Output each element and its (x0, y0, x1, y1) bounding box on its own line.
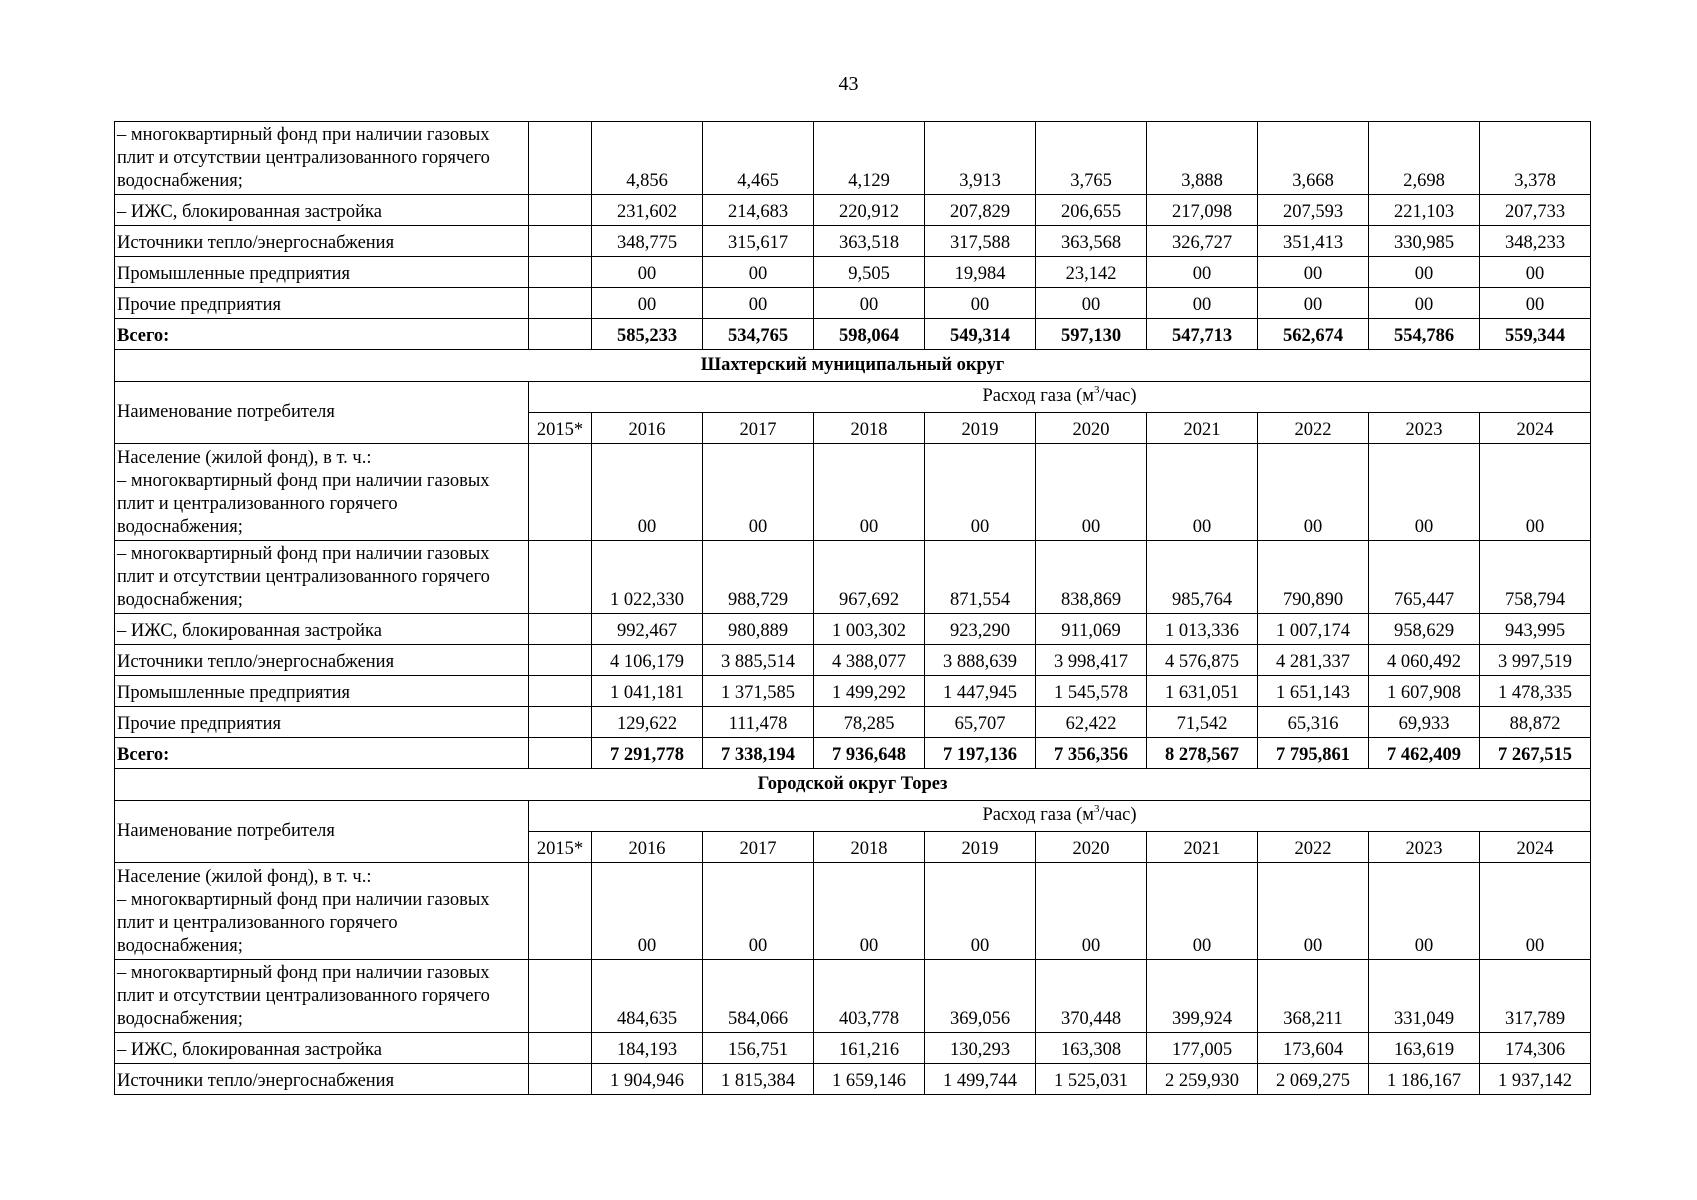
value-cell: 4 060,492 (1369, 645, 1480, 676)
value-cell: 00 (925, 444, 1036, 541)
gas-flow-label: Расход газа (м (982, 805, 1095, 825)
year-header: 2020 (1036, 832, 1147, 863)
row-label-line: Источники тепло/энергоснабжения (117, 233, 395, 253)
value-cell: 554,786 (1369, 319, 1480, 350)
year-header: 2017 (703, 413, 814, 444)
value-cell: 7 795,861 (1258, 738, 1369, 769)
row-label (115, 226, 529, 257)
value-cell: 598,064 (814, 319, 925, 350)
table-row (115, 676, 1591, 707)
header-row (115, 801, 1591, 832)
year-header: 2016 (592, 413, 703, 444)
value-cell: 00 (1369, 863, 1480, 960)
row-label-line: Прочие предприятия (117, 714, 282, 734)
value-cell: 129,622 (592, 707, 703, 738)
table-row (115, 288, 1591, 319)
year-header: 2023 (1369, 413, 1480, 444)
value-cell: 00 (592, 257, 703, 288)
row-label-line: Источники тепло/энергоснабжения (117, 652, 395, 672)
value-cell: 7 462,409 (1369, 738, 1480, 769)
year-header: 2022 (1258, 832, 1369, 863)
row-label-line: – многоквартирный фонд при наличии газовых (117, 963, 490, 983)
value-cell: 3 997,519 (1480, 645, 1591, 676)
value-cell: 161,216 (814, 1033, 925, 1064)
row-label-line: – многоквартирный фонд при наличии газовых (117, 544, 490, 564)
section-title: Шахтерский муниципальный округ (115, 350, 1591, 382)
row-label-line: водоснабжения; (117, 590, 243, 610)
value-cell: 00 (1258, 257, 1369, 288)
row-label-line: – многоквартирный фонд при наличии газовых (117, 471, 490, 491)
value-cell: 534,765 (703, 319, 814, 350)
value-cell: 7 267,515 (1480, 738, 1591, 769)
table-row (115, 319, 1591, 350)
row-label-line: плит и отсутствии централизованного горячего (117, 567, 490, 587)
value-cell: 1 659,146 (814, 1064, 925, 1095)
section-title: Городской округ Торез (115, 769, 1591, 801)
value-cell: 549,314 (925, 319, 1036, 350)
value-cell: 980,889 (703, 614, 814, 645)
row-label-line: плит и централизованного горячего (117, 494, 398, 514)
value-cell: 967,692 (814, 541, 925, 614)
value-cell: 399,924 (1147, 960, 1258, 1033)
table-row (115, 863, 1591, 960)
value-cell-2015 (529, 257, 592, 288)
year-header: 2022 (1258, 413, 1369, 444)
value-cell: 369,056 (925, 960, 1036, 1033)
value-cell: 2 069,275 (1258, 1064, 1369, 1095)
table-row (115, 614, 1591, 645)
value-cell-2015 (529, 707, 592, 738)
value-cell: 00 (925, 288, 1036, 319)
value-cell: 7 356,356 (1036, 738, 1147, 769)
row-label-line: водоснабжения; (117, 171, 243, 191)
value-cell: 3,765 (1036, 122, 1147, 195)
value-cell: 207,829 (925, 195, 1036, 226)
value-cell: 00 (592, 444, 703, 541)
row-label-line: Промышленные предприятия (117, 683, 350, 703)
value-cell: 00 (1258, 444, 1369, 541)
row-label (115, 645, 529, 676)
value-cell: 4,856 (592, 122, 703, 195)
value-cell: 00 (1036, 444, 1147, 541)
value-cell: 00 (1258, 288, 1369, 319)
value-cell: 220,912 (814, 195, 925, 226)
value-cell: 331,049 (1369, 960, 1480, 1033)
gas-flow-unit-sup: 3 (1094, 802, 1100, 815)
value-cell: 7 197,136 (925, 738, 1036, 769)
value-cell: 317,789 (1480, 960, 1591, 1033)
value-cell: 1 022,330 (592, 541, 703, 614)
value-cell-2015 (529, 444, 592, 541)
value-cell-2015 (529, 1064, 592, 1095)
value-cell: 988,729 (703, 541, 814, 614)
value-cell-2015 (529, 645, 592, 676)
value-cell: 943,995 (1480, 614, 1591, 645)
value-cell: 3,913 (925, 122, 1036, 195)
year-header: 2024 (1480, 413, 1591, 444)
value-cell: 19,984 (925, 257, 1036, 288)
value-cell: 4 106,179 (592, 645, 703, 676)
row-label-line: – ИЖС, блокированная застройка (117, 1040, 382, 1060)
value-cell: 3,668 (1258, 122, 1369, 195)
row-label (115, 1033, 529, 1064)
value-cell: 3 998,417 (1036, 645, 1147, 676)
value-cell: 00 (592, 863, 703, 960)
value-cell: 00 (703, 257, 814, 288)
year-header: 2023 (1369, 832, 1480, 863)
value-cell: 00 (1147, 257, 1258, 288)
value-cell: 1 007,174 (1258, 614, 1369, 645)
value-cell: 163,619 (1369, 1033, 1480, 1064)
row-label (115, 195, 529, 226)
value-cell: 00 (1480, 863, 1591, 960)
value-cell: 2,698 (1369, 122, 1480, 195)
row-label-line: – ИЖС, блокированная застройка (117, 202, 382, 222)
value-cell: 348,775 (592, 226, 703, 257)
value-cell: 00 (1369, 444, 1480, 541)
year-header: 2015* (529, 832, 592, 863)
year-header: 2015* (529, 413, 592, 444)
value-cell: 214,683 (703, 195, 814, 226)
value-cell: 7 338,194 (703, 738, 814, 769)
value-cell: 1 478,335 (1480, 676, 1591, 707)
value-cell: 1 651,143 (1258, 676, 1369, 707)
value-cell: 1 631,051 (1147, 676, 1258, 707)
value-cell-2015 (529, 195, 592, 226)
value-cell: 992,467 (592, 614, 703, 645)
gas-consumption-table (114, 121, 1591, 1095)
row-label (115, 863, 529, 960)
year-header: 2020 (1036, 413, 1147, 444)
row-label-line: водоснабжения; (117, 1009, 243, 1029)
value-cell: 78,285 (814, 707, 925, 738)
value-cell: 4,129 (814, 122, 925, 195)
value-cell: 00 (814, 288, 925, 319)
value-cell: 130,293 (925, 1033, 1036, 1064)
year-header: 2019 (925, 413, 1036, 444)
value-cell: 00 (1369, 257, 1480, 288)
value-cell-2015 (529, 319, 592, 350)
table-row (115, 1033, 1591, 1064)
value-cell: 363,518 (814, 226, 925, 257)
value-cell: 348,233 (1480, 226, 1591, 257)
value-cell: 65,707 (925, 707, 1036, 738)
value-cell: 368,211 (1258, 960, 1369, 1033)
value-cell: 758,794 (1480, 541, 1591, 614)
row-label (115, 122, 529, 195)
value-cell: 62,422 (1036, 707, 1147, 738)
row-label-line: плит и отсутствии централизованного горячего (117, 986, 490, 1006)
value-cell-2015 (529, 676, 592, 707)
value-cell: 00 (1480, 288, 1591, 319)
value-cell: 1 447,945 (925, 676, 1036, 707)
value-cell: 00 (1036, 288, 1147, 319)
year-header: 2021 (1147, 832, 1258, 863)
value-cell: 00 (1480, 257, 1591, 288)
section-title-row (115, 350, 1591, 382)
row-label-line: плит и централизованного горячего (117, 913, 398, 933)
value-cell: 790,890 (1258, 541, 1369, 614)
table-row (115, 960, 1591, 1033)
value-cell: 3,378 (1480, 122, 1591, 195)
value-cell: 00 (592, 288, 703, 319)
value-cell: 23,142 (1036, 257, 1147, 288)
year-header: 2024 (1480, 832, 1591, 863)
value-cell: 4 576,875 (1147, 645, 1258, 676)
value-cell: 71,542 (1147, 707, 1258, 738)
value-cell: 923,290 (925, 614, 1036, 645)
value-cell-2015 (529, 541, 592, 614)
value-cell-2015 (529, 960, 592, 1033)
value-cell: 174,306 (1480, 1033, 1591, 1064)
value-cell: 1 013,336 (1147, 614, 1258, 645)
value-cell: 585,233 (592, 319, 703, 350)
row-label-line: – многоквартирный фонд при наличии газовых (117, 125, 490, 145)
row-label-line: Население (жилой фонд), в т. ч.: (117, 448, 372, 468)
value-cell-2015 (529, 738, 592, 769)
value-cell: 1 904,946 (592, 1064, 703, 1095)
value-cell: 1 815,384 (703, 1064, 814, 1095)
value-cell: 4,465 (703, 122, 814, 195)
value-cell: 00 (1036, 863, 1147, 960)
value-cell: 00 (1147, 863, 1258, 960)
value-cell: 326,727 (1147, 226, 1258, 257)
value-cell: 562,674 (1258, 319, 1369, 350)
row-label-line: Всего: (117, 326, 170, 346)
row-label-line: Прочие предприятия (117, 295, 282, 315)
value-cell: 156,751 (703, 1033, 814, 1064)
value-cell: 00 (1258, 863, 1369, 960)
gas-flow-unit: /час) (1099, 386, 1137, 406)
value-cell: 65,316 (1258, 707, 1369, 738)
value-cell: 7 291,778 (592, 738, 703, 769)
year-header: 2018 (814, 413, 925, 444)
value-cell: 1 607,908 (1369, 676, 1480, 707)
value-cell: 9,505 (814, 257, 925, 288)
gas-flow-unit: /час) (1099, 805, 1137, 825)
value-cell-2015 (529, 122, 592, 195)
value-cell: 00 (925, 863, 1036, 960)
row-label (115, 707, 529, 738)
value-cell: 3,888 (1147, 122, 1258, 195)
value-cell: 00 (814, 863, 925, 960)
table-row (115, 257, 1591, 288)
value-cell: 2 259,930 (1147, 1064, 1258, 1095)
row-label (115, 676, 529, 707)
table-row (115, 122, 1591, 195)
row-label (115, 738, 529, 769)
value-cell: 317,588 (925, 226, 1036, 257)
value-cell: 958,629 (1369, 614, 1480, 645)
value-cell: 3 888,639 (925, 645, 1036, 676)
row-label (115, 541, 529, 614)
value-cell: 765,447 (1369, 541, 1480, 614)
value-cell: 8 278,567 (1147, 738, 1258, 769)
value-cell-2015 (529, 226, 592, 257)
value-cell: 221,103 (1369, 195, 1480, 226)
row-label-line: плит и отсутствии централизованного горячего (117, 148, 490, 168)
gas-flow-unit-sup: 3 (1094, 383, 1100, 396)
value-cell: 00 (814, 444, 925, 541)
value-cell: 351,413 (1258, 226, 1369, 257)
consumer-name-header: Наименование потребителя (115, 382, 529, 444)
value-cell-2015 (529, 614, 592, 645)
table-row (115, 226, 1591, 257)
value-cell: 330,985 (1369, 226, 1480, 257)
value-cell: 1 545,578 (1036, 676, 1147, 707)
gas-flow-header (529, 801, 1591, 832)
section-title-row (115, 769, 1591, 801)
value-cell: 4 281,337 (1258, 645, 1369, 676)
value-cell: 1 186,167 (1369, 1064, 1480, 1095)
row-label-line: Всего: (117, 745, 170, 765)
row-label-line: Население (жилой фонд), в т. ч.: (117, 867, 372, 887)
year-header: 2021 (1147, 413, 1258, 444)
value-cell: 1 371,585 (703, 676, 814, 707)
value-cell: 207,593 (1258, 195, 1369, 226)
value-cell: 177,005 (1147, 1033, 1258, 1064)
value-cell: 69,933 (1369, 707, 1480, 738)
table-row (115, 645, 1591, 676)
value-cell: 1 003,302 (814, 614, 925, 645)
value-cell: 00 (703, 288, 814, 319)
value-cell: 838,869 (1036, 541, 1147, 614)
row-label (115, 319, 529, 350)
row-label-line: – ИЖС, блокированная застройка (117, 621, 382, 641)
value-cell: 00 (1369, 288, 1480, 319)
year-header: 2016 (592, 832, 703, 863)
gas-flow-label: Расход газа (м (982, 386, 1095, 406)
value-cell: 370,448 (1036, 960, 1147, 1033)
value-cell: 985,764 (1147, 541, 1258, 614)
value-cell: 00 (703, 863, 814, 960)
row-label (115, 1064, 529, 1095)
table-row (115, 444, 1591, 541)
value-cell-2015 (529, 1033, 592, 1064)
value-cell: 363,568 (1036, 226, 1147, 257)
row-label (115, 960, 529, 1033)
value-cell: 00 (1147, 288, 1258, 319)
value-cell: 184,193 (592, 1033, 703, 1064)
table-row (115, 195, 1591, 226)
value-cell: 173,604 (1258, 1033, 1369, 1064)
row-label-line: Источники тепло/энергоснабжения (117, 1071, 395, 1091)
value-cell: 1 525,031 (1036, 1064, 1147, 1095)
value-cell: 231,602 (592, 195, 703, 226)
value-cell: 111,478 (703, 707, 814, 738)
row-label (115, 288, 529, 319)
row-label-line: Промышленные предприятия (117, 264, 350, 284)
value-cell: 911,069 (1036, 614, 1147, 645)
value-cell: 484,635 (592, 960, 703, 1033)
table-row (115, 707, 1591, 738)
gas-flow-header (529, 382, 1591, 413)
table-row (115, 738, 1591, 769)
value-cell: 559,344 (1480, 319, 1591, 350)
value-cell: 403,778 (814, 960, 925, 1033)
value-cell: 4 388,077 (814, 645, 925, 676)
row-label (115, 614, 529, 645)
year-header: 2018 (814, 832, 925, 863)
value-cell: 3 885,514 (703, 645, 814, 676)
page-number: 43 (838, 73, 859, 95)
year-header: 2017 (703, 832, 814, 863)
value-cell-2015 (529, 288, 592, 319)
value-cell: 871,554 (925, 541, 1036, 614)
value-cell: 584,066 (703, 960, 814, 1033)
value-cell: 217,098 (1147, 195, 1258, 226)
value-cell: 597,130 (1036, 319, 1147, 350)
value-cell: 207,733 (1480, 195, 1591, 226)
table-row (115, 541, 1591, 614)
value-cell-2015 (529, 863, 592, 960)
value-cell: 1 041,181 (592, 676, 703, 707)
value-cell: 547,713 (1147, 319, 1258, 350)
row-label (115, 444, 529, 541)
row-label-line: – многоквартирный фонд при наличии газовых (117, 890, 490, 910)
value-cell: 00 (1147, 444, 1258, 541)
value-cell: 163,308 (1036, 1033, 1147, 1064)
value-cell: 7 936,648 (814, 738, 925, 769)
value-cell: 1 499,744 (925, 1064, 1036, 1095)
table-row (115, 1064, 1591, 1095)
year-header: 2019 (925, 832, 1036, 863)
value-cell: 206,655 (1036, 195, 1147, 226)
value-cell: 00 (1480, 444, 1591, 541)
row-label (115, 257, 529, 288)
value-cell: 1 937,142 (1480, 1064, 1591, 1095)
header-row (115, 382, 1591, 413)
consumer-name-header: Наименование потребителя (115, 801, 529, 863)
value-cell: 00 (703, 444, 814, 541)
row-label-line: водоснабжения; (117, 517, 243, 537)
value-cell: 315,617 (703, 226, 814, 257)
row-label-line: водоснабжения; (117, 936, 243, 956)
value-cell: 88,872 (1480, 707, 1591, 738)
value-cell: 1 499,292 (814, 676, 925, 707)
